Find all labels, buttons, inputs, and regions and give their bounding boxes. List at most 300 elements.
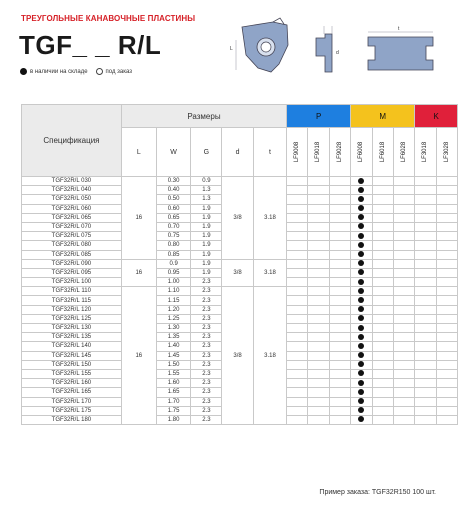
- grade-cell: [415, 314, 436, 323]
- grade-cell: [308, 388, 329, 397]
- grade-cell: [329, 186, 350, 195]
- grade-header: [351, 128, 372, 177]
- grade-header: [372, 128, 393, 177]
- g-cell: 1.9: [191, 222, 222, 231]
- l-cell: 16: [121, 287, 156, 425]
- grade-cell: [372, 278, 393, 287]
- on-order-circle-icon: [96, 68, 103, 75]
- l-cell: 16: [121, 259, 156, 287]
- g-cell: 2.3: [191, 406, 222, 415]
- grade-cell: [372, 314, 393, 323]
- grade-cell: [372, 296, 393, 305]
- g-cell: 2.3: [191, 360, 222, 369]
- grade-cell: [329, 333, 350, 342]
- grade-cell: [308, 250, 329, 259]
- grade-cell: [415, 278, 436, 287]
- column-header-w: W: [156, 128, 191, 177]
- spec-cell: TGF32R/L 100: [22, 278, 122, 287]
- l-cell: 16: [121, 177, 156, 260]
- spec-cell: TGF32R/L 150: [22, 360, 122, 369]
- grade-cell: [287, 213, 308, 222]
- spec-cell: TGF32R/L 115: [22, 296, 122, 305]
- grade-cell: [351, 195, 372, 204]
- grade-cell: [393, 406, 414, 415]
- grade-header: [308, 128, 329, 177]
- grade-cell: [351, 204, 372, 213]
- w-cell: 1.55: [156, 369, 191, 378]
- grade-cell: [351, 296, 372, 305]
- grade-cell: [393, 177, 414, 186]
- grade-cell: [372, 379, 393, 388]
- w-cell: 1.25: [156, 314, 191, 323]
- w-cell: 1.65: [156, 388, 191, 397]
- t-cell: 3.18: [253, 177, 286, 260]
- grade-cell: [308, 232, 329, 241]
- grade-header: [415, 128, 436, 177]
- grade-cell: [329, 342, 350, 351]
- grade-cell: [287, 195, 308, 204]
- t-cell: 3.18: [253, 287, 286, 425]
- grade-cell: [351, 177, 372, 186]
- table-row: [22, 177, 458, 186]
- material-group-k: K: [415, 105, 458, 128]
- grade-cell: [415, 360, 436, 369]
- grade-cell: [351, 406, 372, 415]
- grade-label: LF3018: [422, 141, 429, 163]
- in-stock-dot-icon: [358, 205, 364, 211]
- spec-cell: TGF32R/L 120: [22, 305, 122, 314]
- grade-cell: [372, 241, 393, 250]
- grade-cell: [436, 406, 457, 415]
- grade-cell: [329, 406, 350, 415]
- grade-cell: [287, 397, 308, 406]
- in-stock-dot-icon: [358, 242, 364, 248]
- material-group-p: P: [287, 105, 351, 128]
- grade-cell: [436, 369, 457, 378]
- in-stock-dot-icon: [358, 251, 364, 257]
- grade-cell: [287, 415, 308, 424]
- grade-cell: [372, 415, 393, 424]
- table-row: [22, 259, 458, 268]
- in-stock-dot-icon: [358, 398, 364, 404]
- grade-cell: [287, 388, 308, 397]
- w-cell: 1.10: [156, 287, 191, 296]
- spec-cell: TGF32R/L 160: [22, 379, 122, 388]
- column-header-d: d: [222, 128, 254, 177]
- w-cell: 1.15: [156, 296, 191, 305]
- grade-cell: [436, 186, 457, 195]
- grade-cell: [287, 351, 308, 360]
- grade-cell: [308, 351, 329, 360]
- grade-cell: [393, 379, 414, 388]
- grade-cell: [351, 360, 372, 369]
- grade-cell: [415, 222, 436, 231]
- grade-cell: [308, 241, 329, 250]
- category-label: ТРЕУГОЛЬНЫЕ КАНАВОЧНЫЕ ПЛАСТИНЫ: [21, 14, 196, 23]
- g-cell: 1.9: [191, 232, 222, 241]
- grade-cell: [308, 268, 329, 277]
- grade-cell: [415, 213, 436, 222]
- grade-cell: [329, 213, 350, 222]
- grade-cell: [436, 397, 457, 406]
- side-t-label: t: [398, 26, 400, 32]
- in-stock-dot-icon: [358, 325, 364, 331]
- grade-cell: [351, 333, 372, 342]
- grade-cell: [329, 360, 350, 369]
- grade-cell: [415, 268, 436, 277]
- grade-cell: [372, 324, 393, 333]
- grade-cell: [415, 351, 436, 360]
- grade-cell: [372, 213, 393, 222]
- grade-cell: [372, 232, 393, 241]
- grade-cell: [393, 287, 414, 296]
- grade-cell: [308, 213, 329, 222]
- g-cell: 2.3: [191, 324, 222, 333]
- w-cell: 0.65: [156, 213, 191, 222]
- spec-cell: TGF32R/L 135: [22, 333, 122, 342]
- insert-drawing: [228, 10, 443, 90]
- grade-cell: [351, 287, 372, 296]
- d-cell: 3/8: [222, 177, 254, 260]
- grade-cell: [308, 186, 329, 195]
- in-stock-dot-icon: [358, 178, 364, 184]
- grade-cell: [372, 222, 393, 231]
- grade-cell: [415, 177, 436, 186]
- in-stock-dot-icon: [358, 223, 364, 229]
- material-group-m: M: [351, 105, 415, 128]
- legend-in-stock-label: в наличии на складе: [30, 68, 88, 75]
- w-cell: 1.75: [156, 406, 191, 415]
- spec-cell: TGF32R/L 145: [22, 351, 122, 360]
- grade-cell: [393, 314, 414, 323]
- grade-cell: [329, 314, 350, 323]
- spec-cell: TGF32R/L 180: [22, 415, 122, 424]
- g-cell: 1.9: [191, 204, 222, 213]
- grade-cell: [329, 241, 350, 250]
- grade-cell: [436, 250, 457, 259]
- grade-header: [329, 128, 350, 177]
- grade-cell: [351, 314, 372, 323]
- grade-cell: [436, 360, 457, 369]
- grade-cell: [329, 324, 350, 333]
- grade-cell: [308, 287, 329, 296]
- grade-cell: [329, 195, 350, 204]
- g-cell: 1.9: [191, 213, 222, 222]
- grade-cell: [287, 305, 308, 314]
- grade-cell: [436, 241, 457, 250]
- grade-cell: [415, 406, 436, 415]
- grade-cell: [436, 379, 457, 388]
- grade-cell: [308, 296, 329, 305]
- grade-cell: [308, 397, 329, 406]
- grade-cell: [308, 333, 329, 342]
- grade-cell: [308, 415, 329, 424]
- grade-header: [393, 128, 414, 177]
- spec-cell: TGF32R/L 050: [22, 195, 122, 204]
- grade-cell: [415, 342, 436, 351]
- g-cell: 2.3: [191, 287, 222, 296]
- grade-cell: [372, 287, 393, 296]
- spec-cell: TGF32R/L 030: [22, 177, 122, 186]
- w-cell: 0.9: [156, 259, 191, 268]
- grade-cell: [308, 406, 329, 415]
- grade-cell: [436, 222, 457, 231]
- grade-cell: [436, 232, 457, 241]
- insert-drawing-svg: [228, 10, 443, 85]
- grade-cell: [415, 287, 436, 296]
- grade-cell: [415, 186, 436, 195]
- grade-cell: [393, 342, 414, 351]
- grade-cell: [393, 351, 414, 360]
- grade-cell: [287, 324, 308, 333]
- grade-cell: [287, 333, 308, 342]
- g-cell: 1.3: [191, 195, 222, 204]
- grade-cell: [351, 222, 372, 231]
- grade-header: [287, 128, 308, 177]
- grade-cell: [393, 259, 414, 268]
- g-cell: 2.3: [191, 342, 222, 351]
- grade-cell: [351, 268, 372, 277]
- grade-cell: [287, 287, 308, 296]
- grade-cell: [351, 397, 372, 406]
- grade-cell: [415, 195, 436, 204]
- spec-cell: TGF32R/L 080: [22, 241, 122, 250]
- in-stock-dot-icon: [358, 233, 364, 239]
- grade-cell: [415, 324, 436, 333]
- grade-label: LF9008: [294, 141, 301, 163]
- grade-cell: [415, 379, 436, 388]
- insert-side-view-icon: [316, 26, 339, 72]
- grade-cell: [287, 268, 308, 277]
- w-cell: 0.40: [156, 186, 191, 195]
- grade-cell: [436, 342, 457, 351]
- grade-cell: [351, 259, 372, 268]
- column-header-l: L: [121, 128, 156, 177]
- d-cell: 3/8: [222, 287, 254, 425]
- w-cell: 1.35: [156, 333, 191, 342]
- in-stock-dot-icon: [358, 407, 364, 413]
- spec-cell: TGF32R/L 170: [22, 397, 122, 406]
- in-stock-dot-icon: [358, 297, 364, 303]
- grade-header: [436, 128, 457, 177]
- grade-cell: [308, 360, 329, 369]
- g-cell: 2.3: [191, 369, 222, 378]
- g-cell: 2.3: [191, 415, 222, 424]
- legend-on-order-label: под заказ: [105, 68, 133, 75]
- grade-cell: [393, 213, 414, 222]
- grade-cell: [436, 195, 457, 204]
- grade-cell: [372, 305, 393, 314]
- w-cell: 1.70: [156, 397, 191, 406]
- grade-cell: [393, 222, 414, 231]
- grade-cell: [329, 351, 350, 360]
- column-header-g: G: [191, 128, 222, 177]
- grade-cell: [329, 222, 350, 231]
- page-title: TGF_ _ R/L: [19, 30, 162, 60]
- grade-cell: [415, 415, 436, 424]
- grade-cell: [351, 351, 372, 360]
- grade-cell: [351, 186, 372, 195]
- grade-cell: [351, 232, 372, 241]
- grade-cell: [329, 379, 350, 388]
- w-cell: 1.30: [156, 324, 191, 333]
- in-stock-dot-icon: [358, 306, 364, 312]
- grade-cell: [351, 305, 372, 314]
- grade-cell: [393, 415, 414, 424]
- grade-cell: [393, 360, 414, 369]
- grade-label: LF6018: [379, 141, 386, 163]
- grade-cell: [436, 333, 457, 342]
- grade-cell: [308, 369, 329, 378]
- grade-cell: [308, 324, 329, 333]
- d-cell: 3/8: [222, 259, 254, 287]
- grade-cell: [415, 204, 436, 213]
- grade-cell: [287, 406, 308, 415]
- grade-cell: [287, 259, 308, 268]
- spec-column-header: Спецификация: [22, 105, 122, 177]
- spec-cell: TGF32R/L 165: [22, 388, 122, 397]
- in-stock-dot-icon: [358, 380, 364, 386]
- g-cell: 2.3: [191, 351, 222, 360]
- grade-cell: [372, 204, 393, 213]
- grade-label: LF3028: [443, 141, 450, 163]
- order-example: Пример заказа: TGF32R150 100 шт.: [319, 489, 436, 496]
- g-cell: 1.3: [191, 186, 222, 195]
- grade-cell: [436, 177, 457, 186]
- grade-cell: [287, 186, 308, 195]
- insert-block-view-icon: [368, 26, 433, 70]
- column-header-t: t: [253, 128, 286, 177]
- grade-cell: [415, 305, 436, 314]
- grade-cell: [308, 314, 329, 323]
- grade-cell: [436, 287, 457, 296]
- spec-table: [21, 104, 458, 425]
- g-cell: 1.9: [191, 259, 222, 268]
- in-stock-dot-icon: [20, 68, 27, 75]
- grade-cell: [329, 259, 350, 268]
- grade-cell: [287, 232, 308, 241]
- w-cell: 0.60: [156, 204, 191, 213]
- grade-cell: [393, 268, 414, 277]
- grade-cell: [329, 287, 350, 296]
- grade-cell: [436, 268, 457, 277]
- spec-cell: TGF32R/L 075: [22, 232, 122, 241]
- grade-cell: [329, 415, 350, 424]
- w-cell: 0.30: [156, 177, 191, 186]
- grade-cell: [329, 305, 350, 314]
- spec-cell: TGF32R/L 140: [22, 342, 122, 351]
- grade-cell: [372, 268, 393, 277]
- grade-cell: [436, 314, 457, 323]
- grade-cell: [393, 204, 414, 213]
- grade-cell: [329, 397, 350, 406]
- grade-cell: [372, 342, 393, 351]
- spec-table-body: [22, 177, 458, 425]
- grade-cell: [436, 204, 457, 213]
- grade-cell: [415, 250, 436, 259]
- g-cell: 2.3: [191, 379, 222, 388]
- in-stock-dot-icon: [358, 343, 364, 349]
- spec-cell: TGF32R/L 155: [22, 369, 122, 378]
- grade-cell: [287, 296, 308, 305]
- g-cell: 1.9: [191, 241, 222, 250]
- w-cell: 1.45: [156, 351, 191, 360]
- grade-cell: [308, 177, 329, 186]
- grade-cell: [372, 186, 393, 195]
- g-cell: 2.3: [191, 397, 222, 406]
- w-cell: 1.50: [156, 360, 191, 369]
- grade-cell: [351, 388, 372, 397]
- side-d-label: d: [336, 50, 339, 56]
- w-cell: 1.80: [156, 415, 191, 424]
- grade-cell: [372, 259, 393, 268]
- spec-cell: TGF32R/L 110: [22, 287, 122, 296]
- grade-cell: [287, 204, 308, 213]
- grade-cell: [351, 342, 372, 351]
- in-stock-dot-icon: [358, 187, 364, 193]
- grade-cell: [415, 259, 436, 268]
- grade-cell: [415, 333, 436, 342]
- grade-cell: [393, 388, 414, 397]
- grade-cell: [287, 379, 308, 388]
- w-cell: 0.85: [156, 250, 191, 259]
- grade-cell: [308, 305, 329, 314]
- grade-cell: [372, 369, 393, 378]
- grade-cell: [415, 397, 436, 406]
- grade-cell: [436, 259, 457, 268]
- in-stock-dot-icon: [358, 389, 364, 395]
- in-stock-dot-icon: [358, 315, 364, 321]
- grade-cell: [393, 296, 414, 305]
- grade-cell: [393, 241, 414, 250]
- spec-cell: TGF32R/L 070: [22, 222, 122, 231]
- g-cell: 2.3: [191, 278, 222, 287]
- spec-cell: TGF32R/L 175: [22, 406, 122, 415]
- g-cell: 2.3: [191, 333, 222, 342]
- table-row: [22, 287, 458, 296]
- grade-cell: [351, 379, 372, 388]
- grade-cell: [351, 278, 372, 287]
- grade-cell: [329, 369, 350, 378]
- grade-cell: [393, 195, 414, 204]
- grade-cell: [436, 415, 457, 424]
- grade-cell: [329, 177, 350, 186]
- grade-cell: [393, 305, 414, 314]
- w-cell: 1.00: [156, 278, 191, 287]
- grade-label: LF6008: [358, 141, 365, 163]
- sizes-header: Размеры: [121, 105, 286, 128]
- grade-label: LF9028: [336, 141, 343, 163]
- grade-cell: [436, 305, 457, 314]
- grade-cell: [372, 195, 393, 204]
- grade-cell: [351, 324, 372, 333]
- grade-cell: [372, 406, 393, 415]
- grade-cell: [329, 204, 350, 213]
- grade-cell: [393, 397, 414, 406]
- grade-cell: [308, 259, 329, 268]
- grade-cell: [287, 369, 308, 378]
- in-stock-dot-icon: [358, 196, 364, 202]
- grade-cell: [287, 342, 308, 351]
- grade-cell: [308, 379, 329, 388]
- grade-cell: [372, 351, 393, 360]
- in-stock-dot-icon: [358, 370, 364, 376]
- grade-cell: [287, 314, 308, 323]
- g-cell: 2.3: [191, 305, 222, 314]
- grade-cell: [308, 195, 329, 204]
- grade-cell: [393, 333, 414, 342]
- in-stock-dot-icon: [358, 260, 364, 266]
